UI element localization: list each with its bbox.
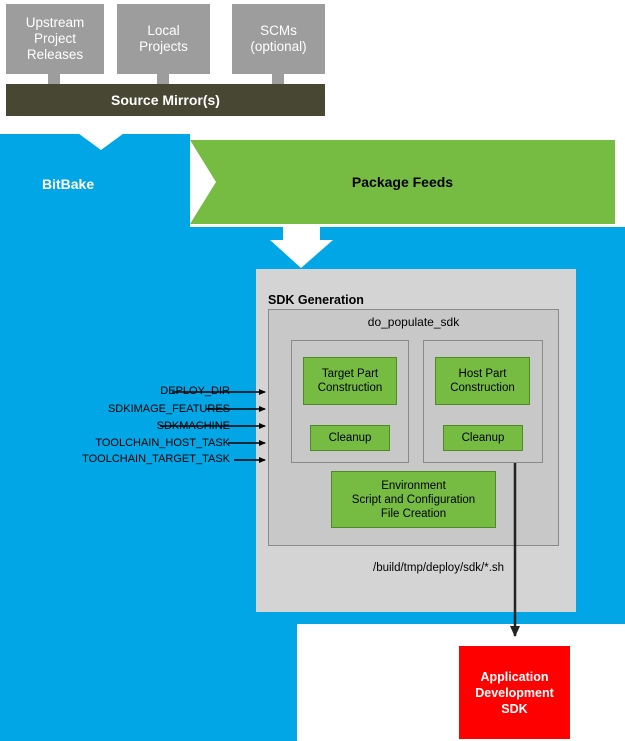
input-box-upstream-line2: Project <box>33 31 76 46</box>
variable-label-sdkmachine: SDKMACHINE <box>156 420 230 432</box>
input-box-upstream-line3: Releases <box>26 47 84 62</box>
variable-label-deploy-dir: DEPLOY_DIR <box>160 385 230 397</box>
variable-label-sdkimage-features: SDKIMAGE_FEATURES <box>107 403 230 415</box>
source-mirror-bar: Source Mirror(s) <box>6 84 325 116</box>
bitbake-label: BitBake <box>42 176 95 192</box>
input-box-local-line1: Local <box>147 23 180 38</box>
input-box-scms-line1: SCMs <box>260 23 297 38</box>
sdk-output-line1: Application <box>480 669 549 684</box>
host-part-line1: Host Part <box>458 368 507 380</box>
input-box-local-line2: Projects <box>139 39 188 54</box>
input-box-upstream-line1: Upstream <box>25 15 85 30</box>
target-part-line2: Construction <box>317 382 383 394</box>
application-development-sdk-box <box>459 646 570 739</box>
package-feeds-label: Package Feeds <box>351 174 454 190</box>
environment-line1: Environment <box>381 479 446 492</box>
sdk-output-line3: SDK <box>501 701 528 716</box>
do-populate-sdk-title: do_populate_sdk <box>367 315 460 329</box>
host-cleanup-box: Cleanup <box>443 425 523 451</box>
target-part-line1: Target Part <box>321 368 379 380</box>
target-cleanup-box: Cleanup <box>310 425 390 451</box>
environment-line3: File Creation <box>380 507 447 520</box>
sdk-output-path-label: /build/tmp/deploy/sdk/*.sh <box>373 562 505 574</box>
sdk-output-line2: Development <box>475 685 554 700</box>
environment-line2: Script and Configuration <box>351 493 476 506</box>
variable-label-toolchain-host-task: TOOLCHAIN_HOST_TASK <box>95 437 230 449</box>
variable-label-toolchain-target-task: TOOLCHAIN_TARGET_TASK <box>82 453 230 465</box>
sdk-generation-title: SDK Generation <box>268 293 364 307</box>
host-part-line2: Construction <box>450 382 515 394</box>
input-box-scms-line2: (optional) <box>250 39 307 54</box>
